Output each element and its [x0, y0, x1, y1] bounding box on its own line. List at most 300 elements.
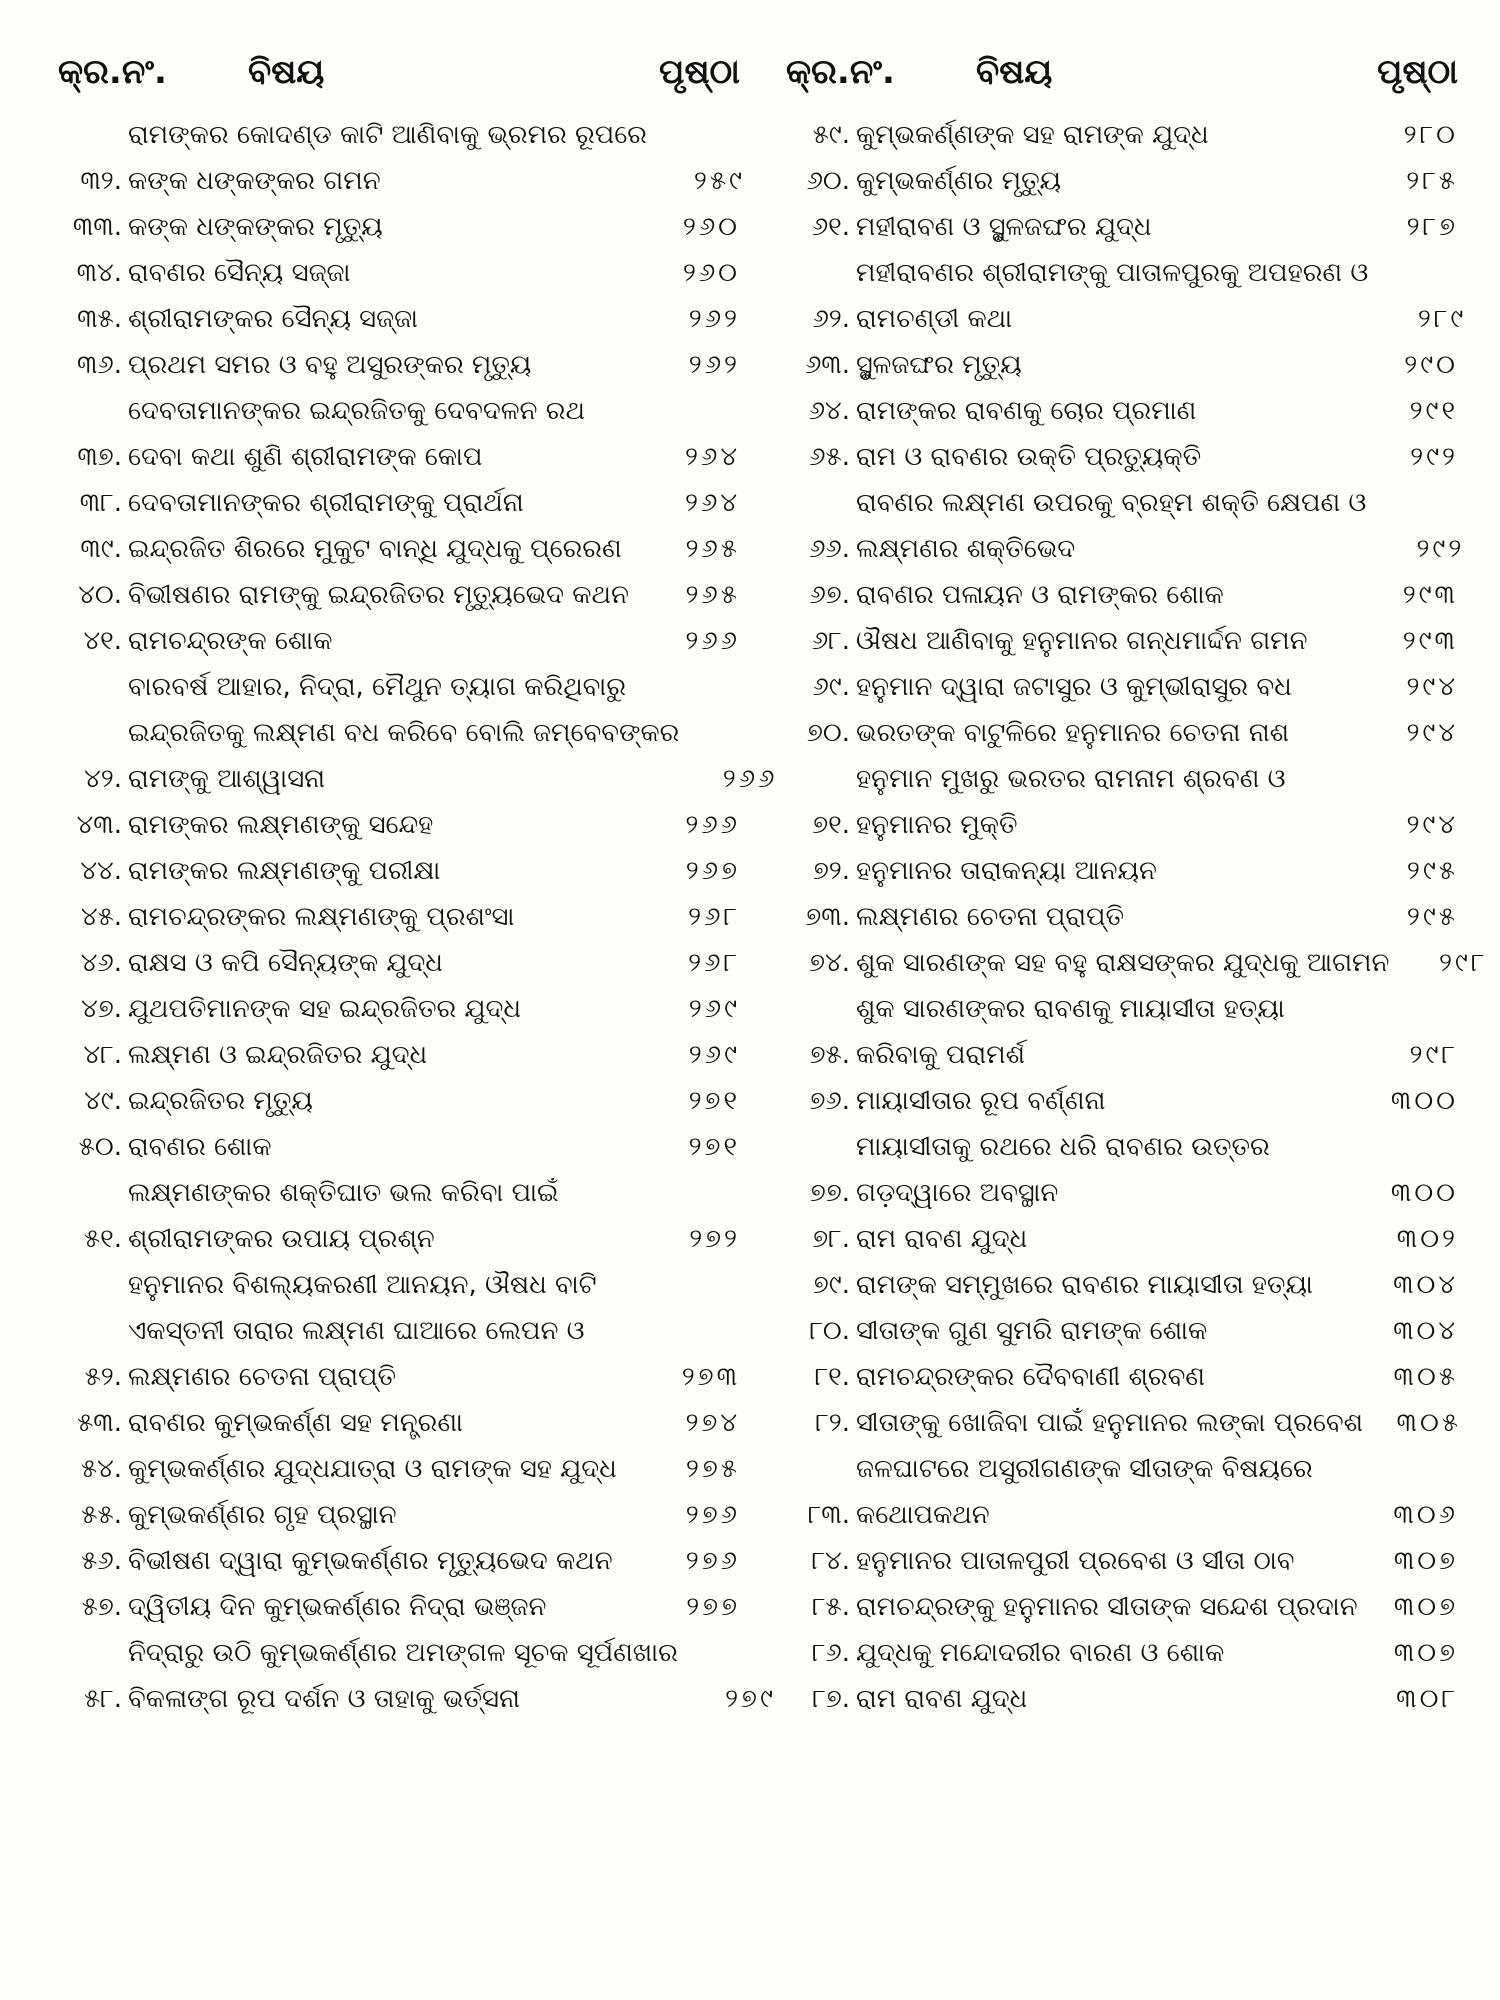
entry-title: [128, 480, 650, 526]
entry-number: ୬୫.: [809, 442, 850, 472]
entry-page-number: ୨୯୦: [1404, 350, 1458, 380]
entry-title: [128, 342, 650, 388]
entry-title: [856, 1630, 1368, 1676]
toc-entry: [768, 1446, 1458, 1538]
entry-title: [856, 618, 1368, 664]
entry-page-number: ୩୦୭: [1393, 1638, 1458, 1668]
entry-title: [856, 664, 1368, 710]
entry-title-line: ଶ୍ରୀରାମଙ୍କର ସୈନ୍ୟ ସଜ୍ଜା: [128, 304, 418, 334]
entry-title-line: କଙ୍କ ଧଙ୍କଙ୍କର ଗମନ: [128, 166, 381, 196]
entry-title-line: ରାମଚନ୍ଦ୍ରଙ୍କର ଦୈବବାଣୀ ଶ୍ରବଣ: [856, 1362, 1205, 1392]
entry-title-line: ରାବଣର ପଳାୟନ ଓ ରାମଙ୍କର ଶୋକ: [856, 580, 1224, 610]
entry-title: [856, 1446, 1368, 1538]
entry-title-line: ମହୀରାବଣର ଶ୍ରୀରାମଙ୍କୁ ପାତାଳପୁରକୁ ଅପହରଣ ଓ: [856, 258, 1369, 288]
toc-entry: [768, 664, 1458, 710]
entry-title-line: ଦ୍ୱିତୀୟ ଦିନ କୁମ୍ଭକର୍ଣ୍ଣର ନିଦ୍ରା ଭଞ୍ଜନ: [128, 1592, 547, 1622]
entry-title: [856, 710, 1368, 756]
entry-title-line: ରାବଣର କୁମ୍ଭକର୍ଣ୍ଣ ସହ ମନ୍ତ୍ରଣା: [128, 1408, 463, 1438]
entry-title-line: କୁମ୍ଭକର୍ଣ୍ଣର ମୃତ୍ୟୁ: [856, 166, 1062, 196]
entry-page-number: ୨୯୮: [1409, 1040, 1458, 1070]
entry-title: [128, 618, 650, 664]
entry-page-number: ୩୦୫: [1393, 1362, 1458, 1392]
toc-entry: [40, 618, 740, 664]
entry-number: ୭୩.: [805, 902, 850, 932]
entry-number: ୪୭.: [81, 994, 122, 1024]
entry-page-number: ୨୭୫: [685, 1454, 740, 1484]
entry-page-number: ୩୦୪: [1393, 1270, 1458, 1300]
entry-number: ୫୩.: [77, 1408, 122, 1438]
entry-page-number: ୨୬୪: [685, 442, 740, 472]
entry-page-number: ୨୬୨: [688, 350, 740, 380]
entry-number: ୮୩.: [807, 1500, 850, 1530]
entry-number: ୩୫.: [77, 304, 122, 334]
entry-title: [856, 1538, 1368, 1584]
entry-title-line: ସୀତାଙ୍କ ଗୁଣ ସୁମରି ରାମଙ୍କ ଶୋକ: [856, 1316, 1208, 1346]
entry-page-number: ୨୬୪: [685, 488, 740, 518]
toc-entry: [768, 1400, 1462, 1446]
toc-entry: [40, 1630, 776, 1722]
toc-entry: [40, 296, 740, 342]
entry-page-number: ୨୮୫: [1406, 166, 1458, 196]
page-header: ପୃଷ୍ଠା: [1377, 52, 1458, 92]
entry-title: [856, 1354, 1368, 1400]
entry-title: [128, 1446, 650, 1492]
entry-title-line: ପ୍ରଥମ ସମର ଓ ବହୁ ଅସୁରଙ୍କର ମୃତ୍ୟୁ: [128, 350, 532, 380]
entry-number: ୩୭.: [77, 442, 122, 472]
toc-entry: [40, 526, 740, 572]
entry-title: [856, 986, 1368, 1078]
entry-page-number: ୩୦୮: [1396, 1684, 1458, 1714]
entry-number: ୫୦.: [78, 1132, 122, 1162]
entry-title: [128, 112, 655, 204]
toc-entry: [768, 848, 1458, 894]
entry-title: [128, 1400, 650, 1446]
entry-title-line: ରାବଣର ଶୋକ: [128, 1132, 272, 1162]
entry-title: [128, 204, 650, 250]
entry-title: [856, 572, 1368, 618]
entry-title-line: ରାବଣର ଲକ୍ଷ୍ମଣ ଉପରକୁ ବ୍ରହ୍ମ ଶକ୍ତି କ୍ଷେପଣ ଓ: [856, 488, 1367, 518]
toc-entry: [768, 986, 1458, 1078]
entry-title-line: ଦେବତାମାନଙ୍କର ଇନ୍ଦ୍ରଜିତକୁ ଦେବଦଳନ ରଥ: [128, 396, 585, 426]
entry-title-line: ରାମଙ୍କ ସମ୍ମୁଖରେ ରାବଣର ମାୟାସୀତା ହତ୍ୟା: [856, 1270, 1313, 1300]
entry-title-line: ହନୁମାନର ପାତାଳପୁରୀ ପ୍ରବେଶ ଓ ସୀତା ଠାବ: [856, 1546, 1295, 1576]
toc-entry: [768, 1538, 1458, 1584]
entry-number: ୪୮.: [83, 1040, 122, 1070]
entry-title: [856, 1584, 1368, 1630]
entry-title-line: ରାମଚନ୍ଦ୍ରଙ୍କର ଲକ୍ଷ୍ମଣଙ୍କୁ ପ୍ରଶଂସା: [128, 902, 515, 932]
entry-title: [856, 1400, 1371, 1446]
entry-title: [856, 1262, 1368, 1308]
entry-page-number: ୨୬୭: [685, 856, 740, 886]
toc-entry: [40, 1538, 740, 1584]
entry-title-line: କଥୋପକଥନ: [856, 1500, 990, 1530]
entry-page-number: ୩୦୦: [1390, 1178, 1458, 1208]
entry-title: [856, 1078, 1368, 1124]
entry-number: ୭୬.: [809, 1086, 850, 1116]
toc-entry: [40, 802, 740, 848]
toc-entry: [40, 1032, 740, 1078]
entry-title-line: ରାମଙ୍କୁ ଆଶ୍ୱାସନା: [128, 764, 326, 794]
subject-header: ବିଷୟ: [976, 52, 1053, 92]
entry-title-line: ଯୁଦ୍ଧକୁ ମନ୍ଦୋଦରୀର ବାରଣ ଓ ଶୋକ: [856, 1638, 1225, 1668]
entry-number: ୮୨.: [815, 1408, 850, 1438]
entry-title: [128, 388, 650, 480]
entry-title: [856, 940, 1397, 986]
entry-title-line: ମାୟାସୀତାର ରୂପ ବର୍ଣ୍ଣନା: [856, 1086, 1106, 1116]
entry-title: [856, 204, 1368, 250]
entry-title-line: ମାୟାସୀତାକୁ ରଥରେ ଧରି ରାବଣର ଉତ୍ତର: [856, 1132, 1270, 1162]
entry-number: ୩୨.: [80, 166, 122, 196]
entry-number: ୭୨.: [812, 856, 850, 886]
entry-title: [128, 1630, 686, 1722]
entry-number: ୭୦.: [806, 718, 850, 748]
entry-number: ୬୩.: [804, 350, 850, 380]
page-header: ପୃଷ୍ଠା: [659, 52, 740, 92]
toc-entries: [40, 112, 778, 1722]
entry-title: [856, 1124, 1368, 1216]
entry-number: ୩୬.: [76, 350, 122, 380]
entry-title-line: କୁମ୍ଭକର୍ଣ୍ଣର ଯୁଦ୍ଧଯାତ୍ରା ଓ ରାମଙ୍କ ସହ ଯୁଦ୍ଧ: [128, 1454, 617, 1484]
toc-entry: [40, 1492, 740, 1538]
entry-number: ୫୬.: [81, 1546, 122, 1576]
entry-title-line: ଇନ୍ଦ୍ରଜିତ ଶିରରେ ମୁକୁଟ ବାନ୍ଧି ଯୁଦ୍ଧକୁ ପ୍ରେରଣ: [128, 534, 622, 564]
entry-title: [128, 986, 650, 1032]
toc-entry: [768, 342, 1458, 388]
entry-title: [128, 296, 650, 342]
toc-entry: [768, 112, 1458, 158]
entry-number: ୮୧.: [814, 1362, 850, 1392]
toc-entries: [768, 112, 1488, 1722]
entry-title-line: ରାମଙ୍କର କୋଦଣ୍ଡ କାଟି ଆଣିବାକୁ ଭ୍ରମର ରୂପରେ: [128, 120, 647, 150]
toc-entry: [768, 434, 1458, 480]
entry-title: [856, 1216, 1368, 1262]
entry-title-line: ହନୁମାନର ବିଶଲ୍ୟକରଣୀ ଆନୟନ, ଔଷଧ ବାଟି: [128, 1270, 597, 1300]
entry-number: ୭୮.: [812, 1224, 850, 1254]
entry-number: ୪୦.: [78, 580, 122, 610]
entry-title-line: ଭରତଙ୍କ ବାଟୁଳିରେ ହନୁମାନର ଚେତନା ନାଶ: [856, 718, 1289, 748]
entry-number: ୪୬.: [80, 948, 122, 978]
entry-title-line: ହନୁମାନ ଦ୍ୱାରା ଜଟାସୁର ଓ କୁମ୍ଭୀରାସୁର ବଧ: [856, 672, 1292, 702]
entry-title-line: ଔଷଧ ଆଣିବାକୁ ହନୁମାନର ଗନ୍ଧମାର୍ଦ୍ଦନ ଗମନ: [856, 626, 1308, 656]
entry-page-number: ୨୬୬: [685, 810, 740, 840]
entry-number: ୭୪.: [809, 948, 850, 978]
entry-page-number: ୨୬୮: [688, 948, 740, 978]
entry-number: ୭୭.: [809, 1178, 850, 1208]
entry-title-line: ହନୁମାନ ମୁଖରୁ ଭରତର ରାମନାମ ଶ୍ରବଣ ଓ: [856, 764, 1286, 794]
entry-number: ୭୫.: [809, 1040, 850, 1070]
entry-page-number: ୨୯୪: [1406, 672, 1458, 702]
entry-page-number: ୨୮୭: [1406, 212, 1458, 242]
entry-page-number: ୨୯୫: [1406, 856, 1458, 886]
entry-page-number: ୨୬୫: [685, 580, 740, 610]
entry-page-number: ୨୯୪: [1406, 810, 1458, 840]
toc-column-left: [40, 52, 778, 1722]
entry-title: [856, 112, 1368, 158]
entry-title: [128, 572, 650, 618]
entry-page-number: ୨୬୯: [688, 994, 740, 1024]
entry-title-line: ଯୁଥପତିମାନଙ୍କ ସହ ଇନ୍ଦ୍ରଜିତର ଯୁଦ୍ଧ: [128, 994, 522, 1024]
entry-title-line: ଇନ୍ଦ୍ରଜିତକୁ ଲକ୍ଷ୍ମଣ ବଧ କରିବେ ବୋଲି ଜମ୍ବେବଙ୍କର: [128, 718, 680, 748]
entry-page-number: ୨୬୮: [688, 902, 740, 932]
entry-number: ୮୦.: [809, 1316, 850, 1346]
entry-title: [128, 1078, 650, 1124]
entry-title: [856, 1308, 1368, 1354]
entry-title-line: ଦେବା କଥା ଶୁଣି ଶ୍ରୀରାମଙ୍କ କୋପ: [128, 442, 483, 472]
entry-page-number: ୩୦୭: [1393, 1592, 1458, 1622]
entry-page-number: ୨୯୮: [1438, 948, 1488, 978]
entry-page-number: ୨୫୯: [693, 166, 745, 196]
entry-title: [128, 1124, 650, 1170]
entry-page-number: ୨୭୪: [685, 1408, 740, 1438]
entry-number: ୬୬.: [809, 534, 850, 564]
entry-number: ୬୨.: [812, 304, 850, 334]
entry-page-number: ୨୬୯: [688, 1040, 740, 1070]
entry-page-number: ୨୯୧: [1409, 396, 1458, 426]
toc-entry: [40, 1124, 740, 1170]
entry-page-number: ୩୦୦: [1390, 1086, 1458, 1116]
entry-title: [128, 940, 650, 986]
entry-title: [128, 1492, 650, 1538]
entry-number: ୫୪.: [80, 1454, 122, 1484]
entry-title-line: ସ୍ଥୁଳଜଙ୍ଘର ମୃତ୍ୟୁ: [856, 350, 1022, 380]
entry-number: ୩୪.: [76, 258, 122, 288]
entry-page-number: ୩୦୭: [1393, 1546, 1458, 1576]
toc-entry: [40, 572, 740, 618]
entry-page-number: ୨୭୧: [688, 1086, 740, 1116]
entry-title-line: ଲକ୍ଷ୍ମଣର ଚେତନା ପ୍ରାପ୍ତି: [856, 902, 1125, 932]
toc-entry: [768, 572, 1458, 618]
entry-number: ୪୩.: [76, 810, 122, 840]
toc-entry: [40, 986, 740, 1032]
entry-title-line: ରାମ ରାବଣ ଯୁଦ୍ଧ: [856, 1684, 1028, 1714]
entry-title: [856, 480, 1374, 572]
entry-page-number: ୨୬୦: [682, 212, 740, 242]
entry-page-number: ୨୯୩: [1402, 626, 1458, 656]
toc-entry: [768, 1078, 1458, 1124]
toc-entry: [40, 848, 740, 894]
entry-number: ୫୨.: [84, 1362, 122, 1392]
entry-title-line: ରାମଙ୍କର ଲକ୍ଷ୍ମଣଙ୍କୁ ପରୀକ୍ଷା: [128, 856, 441, 886]
entry-title-line: କୁମ୍ଭକର୍ଣ୍ଣଙ୍କ ସହ ରାମଙ୍କ ଯୁଦ୍ଧ: [856, 120, 1209, 150]
toc-entry: [768, 1354, 1458, 1400]
entry-title-line: ଜଳଘାଟରେ ଅସୁରୀଗଣଙ୍କ ସୀତାଙ୍କ ବିଷୟରେ: [856, 1454, 1313, 1484]
entry-title-line: ଲକ୍ଷ୍ମଣଙ୍କର ଶକ୍ତିଘାତ ଭଲ କରିବା ପାଇଁ: [128, 1178, 559, 1208]
entry-page-number: ୨୭୬: [685, 1500, 740, 1530]
entry-title-line: ଲକ୍ଷ୍ମଣ ଓ ଇନ୍ଦ୍ରଜିତର ଯୁଦ୍ଧ: [128, 1040, 428, 1070]
toc-entry: [40, 112, 745, 204]
entry-title-line: ରାକ୍ଷସ ଓ କପି ସୈନ୍ୟଙ୍କ ଯୁଦ୍ଧ: [128, 948, 443, 978]
entry-title-line: କରିବାକୁ ପରାମର୍ଶ: [856, 1040, 1025, 1070]
entry-page-number: ୨୯୩: [1402, 580, 1458, 610]
entry-title: [128, 802, 650, 848]
entry-title: [856, 342, 1368, 388]
entry-number: ୩୮.: [79, 488, 122, 518]
entry-number: ୮୪.: [811, 1546, 850, 1576]
toc-entry: [40, 204, 740, 250]
entry-number: ୮୫.: [811, 1592, 850, 1622]
entry-page-number: ୨୬୫: [685, 534, 740, 564]
entry-title: [856, 848, 1368, 894]
entry-title-line: ବିଭୀଷଣର ରାମଙ୍କୁ ଇନ୍ଦ୍ରଜିତର ମୃତ୍ୟୁଭେଦ କଥନ: [128, 580, 629, 610]
entry-title-line: କଙ୍କ ଧଙ୍କଙ୍କର ମୃତ୍ୟୁ: [128, 212, 383, 242]
entry-number: ୫୫.: [81, 1500, 122, 1530]
entry-title-line: ସୀତାଙ୍କୁ ଖୋଜିବା ପାଇଁ ହନୁମାନର ଲଙ୍କା ପ୍ରବେଶ: [856, 1408, 1364, 1438]
entry-number: ୪୧.: [83, 626, 122, 656]
entry-title: [128, 848, 650, 894]
entry-number: ୬୭.: [809, 580, 850, 610]
toc-entry: [40, 1400, 740, 1446]
toc-entry: [40, 1078, 740, 1124]
toc-entry: [768, 618, 1458, 664]
entry-title-line: ରାବଣର ସୈନ୍ୟ ସଜ୍ଜା: [128, 258, 351, 288]
entry-number: ୭୧.: [812, 810, 850, 840]
toc-entry: [768, 1630, 1458, 1676]
toc-entry: [40, 250, 740, 296]
entry-page-number: ୨୭୨: [689, 1224, 740, 1254]
entry-title-line: ରାମ ଓ ରାବଣର ଉକ୍ତି ପ୍ରତ୍ୟୁକ୍ତି: [856, 442, 1202, 472]
entry-title-line: ରାମଚନ୍ଦ୍ରଙ୍କୁ ହନୁମାନର ସୀତାଙ୍କ ସନ୍ଦେଶ ପ୍ରଦାନ: [856, 1592, 1358, 1622]
entry-title-line: ବିଭୀଷଣ ଦ୍ୱାରା କୁମ୍ଭକର୍ଣ୍ଣର ମୃତ୍ୟୁଭେଦ କଥନ: [128, 1546, 613, 1576]
entry-number: ୭୯.: [812, 1270, 850, 1300]
entry-title-line: ଲକ୍ଷ୍ମଣର ଚେତନା ପ୍ରାପ୍ତି: [128, 1362, 397, 1392]
entry-number: ୬୯.: [812, 672, 850, 702]
entry-title-line: କୁମ୍ଭକର୍ଣ୍ଣର ଗୃହ ପ୍ରସ୍ଥାନ: [128, 1500, 397, 1530]
entry-title-line: ଦେବତାମାନଙ୍କର ଶ୍ରୀରାମଙ୍କୁ ପ୍ରାର୍ଥନା: [128, 488, 524, 518]
entry-title: [856, 158, 1368, 204]
toc-entry: [768, 1308, 1458, 1354]
entry-page-number: ୨୯୨: [1410, 442, 1458, 472]
toc-entry: [40, 894, 740, 940]
entry-page-number: ୨୯୨: [1416, 534, 1465, 564]
entry-number: ୪୨.: [84, 764, 122, 794]
entry-title-line: ଗଡ଼ଦ୍ୱାରେ ଅବସ୍ଥାନ: [856, 1178, 1059, 1208]
column-header: [40, 52, 740, 112]
entry-title: [128, 1170, 650, 1262]
entry-page-number: ୨୭୩: [681, 1362, 740, 1392]
entry-number: ୬୧.: [811, 212, 850, 242]
entry-number: ୮୭.: [812, 1684, 850, 1714]
entry-title: [128, 250, 650, 296]
entry-page-number: ୨୭୧: [688, 1132, 740, 1162]
entry-title-line: ଏକସ୍ତନୀ ତାରାର ଲକ୍ଷ୍ମଣ ଘାଆରେ ଲେପନ ଓ: [128, 1316, 585, 1346]
entry-title-line: ଶ୍ରୀରାମଙ୍କର ଉପାୟ ପ୍ରଶ୍ନ: [128, 1224, 435, 1254]
toc-entry: [768, 1584, 1458, 1630]
entry-title: [128, 1032, 650, 1078]
entry-number: ୪୪.: [80, 856, 122, 886]
entry-title-line: ରାମଙ୍କର ରାବଣକୁ ଚୋର ପ୍ରମାଣ: [856, 396, 1197, 426]
entry-page-number: ୨୬୨: [688, 304, 740, 334]
toc-entry: [768, 756, 1458, 848]
toc-entry: [768, 1124, 1458, 1216]
entry-title-line: ରାମଚଣ୍ଡୀ କଥା: [856, 304, 1013, 334]
entry-number: ୩୯.: [80, 534, 122, 564]
entry-page-number: ୨୬୬: [722, 764, 778, 794]
serial-header: କ୍ର.ନଂ.: [786, 52, 895, 92]
toc-entry: [40, 388, 740, 480]
toc-entry: [40, 480, 740, 526]
entry-page-number: ୨୯୪: [1406, 718, 1458, 748]
toc-entry: [40, 1446, 740, 1492]
entry-title: [128, 526, 650, 572]
column-header: [768, 52, 1458, 112]
entry-title: [856, 388, 1368, 434]
entry-title: [128, 894, 650, 940]
entry-title-line: ଶୁକ ସାରଣଙ୍କର ରାବଣକୁ ମାୟାସୀତା ହତ୍ୟା: [856, 994, 1285, 1024]
entry-title: [128, 1538, 650, 1584]
entry-title-line: ମହୀରାବଣ ଓ ସ୍ଥୁଳଜଙ୍ଘର ଯୁଦ୍ଧ: [856, 212, 1152, 242]
toc-entry: [40, 940, 740, 986]
entry-title-line: ବିକଳାଙ୍ଗ ରୂପ ଦର୍ଶନ ଓ ତାହାକୁ ଭର୍ତ୍ସନା: [128, 1684, 520, 1714]
entry-title: [856, 756, 1368, 848]
toc-entry: [40, 1170, 740, 1262]
entry-title-line: ନିଦ୍ରାରୁ ଉଠି କୁମ୍ଭକର୍ଣ୍ଣର ଅମଙ୍ଗଳ ସୂଚକ ସୂର୍ପଣଖାର: [128, 1638, 678, 1668]
entry-number: ୫୧.: [83, 1224, 122, 1254]
entry-page-number: ୨୭୯: [725, 1684, 776, 1714]
entry-page-number: ୩୦୪: [1393, 1316, 1458, 1346]
entry-title: [128, 1584, 650, 1630]
toc-entry: [768, 940, 1488, 986]
entry-title-line: ରାମଙ୍କର ଲକ୍ଷ୍ମଣଙ୍କୁ ସନ୍ଦେହ: [128, 810, 434, 840]
entry-title: [128, 664, 687, 802]
toc-entry: [40, 1584, 740, 1630]
entry-title-line: ବାରବର୍ଷ ଆହାର, ନିଦ୍ରା, ମୈଥୁନ ତ୍ୟାଗ କରିଥିବାରୁ: [128, 672, 627, 702]
entry-number: ୫୭.: [81, 1592, 122, 1622]
serial-header: କ୍ର.ନଂ.: [58, 52, 167, 92]
entry-title: [856, 434, 1368, 480]
subject-header: ବିଷୟ: [248, 52, 325, 92]
toc-entry: [768, 480, 1465, 572]
entry-title: [856, 894, 1368, 940]
entry-page-number: ୨୬୬: [685, 626, 740, 656]
toc-entry: [40, 1262, 740, 1400]
entry-number: ୬୪.: [808, 396, 850, 426]
toc-entry: [768, 158, 1458, 204]
toc-entry: [768, 388, 1458, 434]
entry-number: ୪୫.: [80, 902, 122, 932]
entry-page-number: ୨୮୦: [1403, 120, 1458, 150]
entry-title-line: ହନୁମାନର ମୁକ୍ତି: [856, 810, 1018, 840]
toc-entry: [768, 894, 1458, 940]
entry-number: ୩୩.: [72, 212, 122, 242]
entry-number: ୫୯.: [812, 120, 850, 150]
entry-title: [856, 1676, 1368, 1722]
entry-number: ୮୬.: [811, 1638, 850, 1668]
toc-column-right: [768, 52, 1488, 1722]
toc-entry: [768, 710, 1458, 756]
toc-entry: [768, 1262, 1458, 1308]
entry-title-line: ଶୁକ ସାରଣଙ୍କ ସହ ବହୁ ରାକ୍ଷସଙ୍କର ଯୁଦ୍ଧକୁ ଆଗମନ: [856, 948, 1390, 978]
entry-page-number: ୨୭୭: [686, 1592, 740, 1622]
entry-page-number: ୩୦୨: [1396, 1224, 1458, 1254]
entry-title-line: ଲକ୍ଷ୍ମଣର ଶକ୍ତିଭେଦ: [856, 534, 1076, 564]
entry-title: [856, 250, 1376, 342]
entry-page-number: ୨୯୫: [1406, 902, 1458, 932]
entry-title-line: ରାମଚନ୍ଦ୍ରଙ୍କ ଶୋକ: [128, 626, 333, 656]
entry-number: ୫୮.: [83, 1684, 122, 1714]
entry-title-line: ରାମ ରାବଣ ଯୁଦ୍ଧ: [856, 1224, 1028, 1254]
entry-title-line: ଇନ୍ଦ୍ରଜିତର ମୃତ୍ୟୁ: [128, 1086, 313, 1116]
toc-entry: [768, 1216, 1458, 1262]
entry-page-number: ୨୬୦: [682, 258, 740, 288]
entry-page-number: ୨୮୯: [1417, 304, 1467, 334]
entry-title: [128, 1262, 650, 1400]
entry-number: ୬୦.: [806, 166, 850, 196]
toc-entry: [768, 204, 1458, 250]
entry-page-number: ୩୦୬: [1393, 1500, 1458, 1530]
toc-entry: [40, 342, 740, 388]
entry-number: ୪୯.: [84, 1086, 122, 1116]
toc-entry: [40, 664, 778, 802]
